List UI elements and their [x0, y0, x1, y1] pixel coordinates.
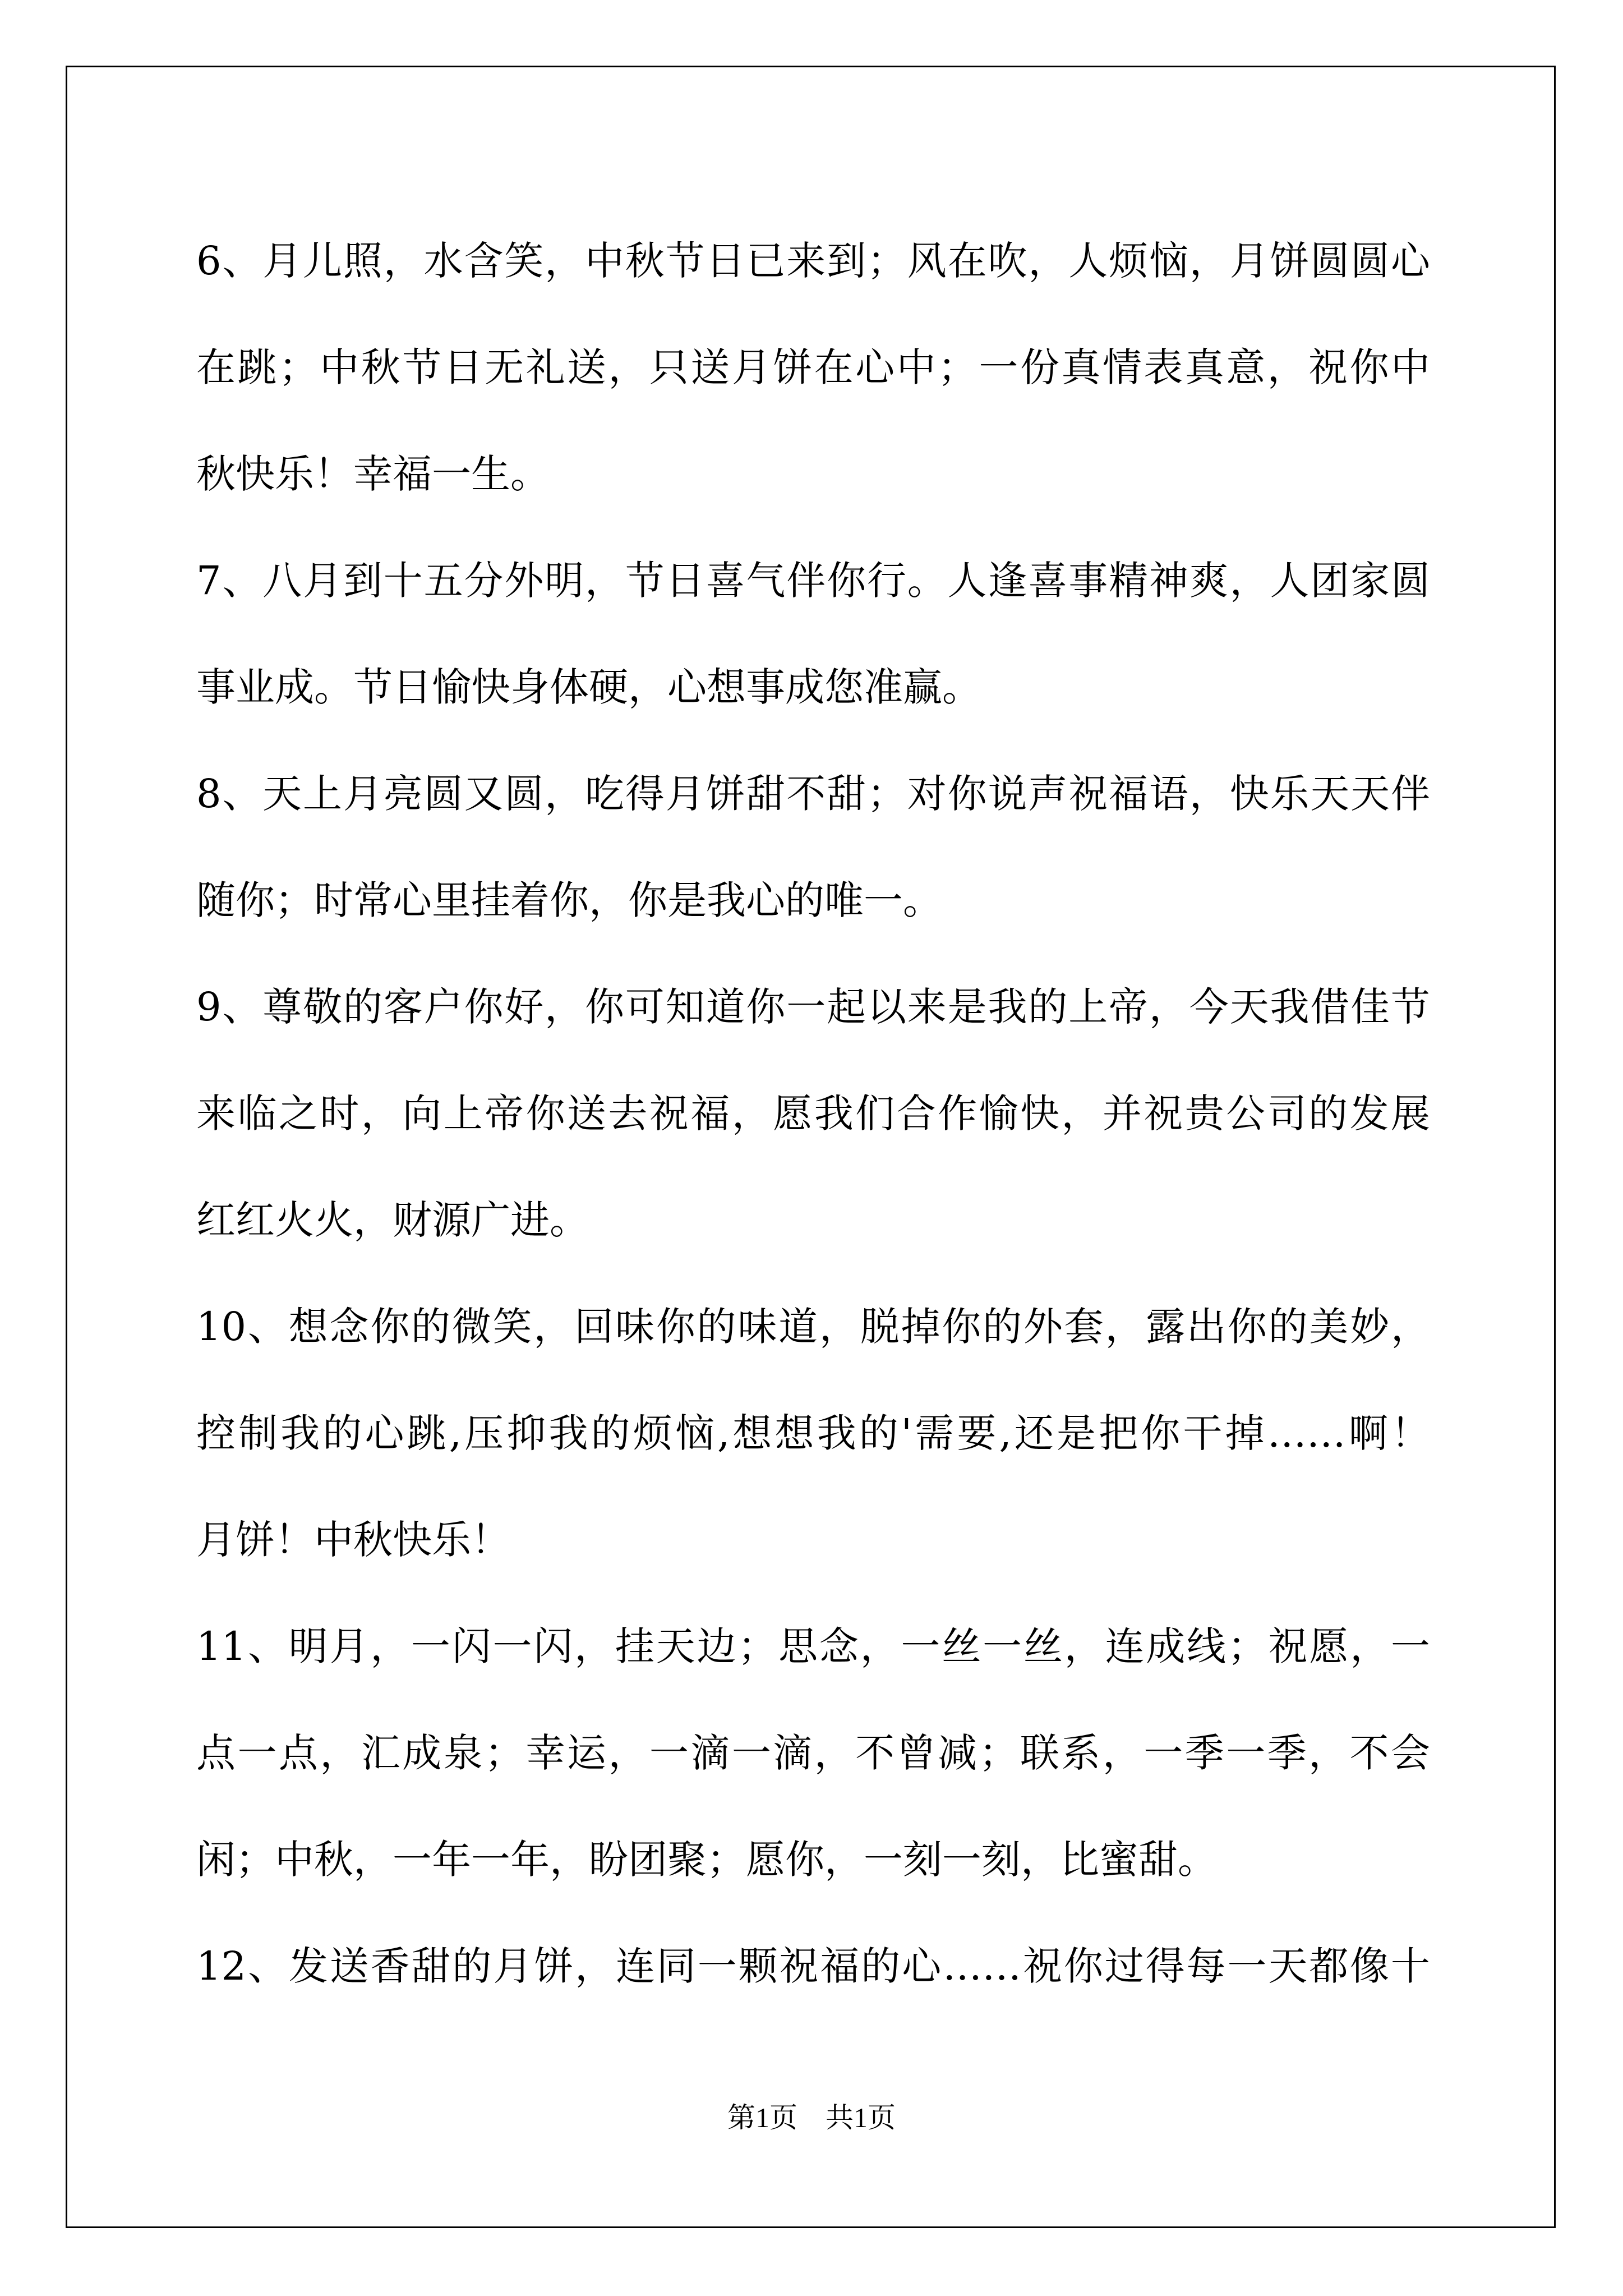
text-line: 控制我的心跳,压抑我的烦恼,想想我的'需要,还是把你干掉……啊！: [196, 1410, 1430, 1456]
text-line: 秋快乐！幸福一生。: [196, 451, 550, 497]
text-line: 10、想念你的微笑，回味你的味道，脱掉你的外套，露出你的美妙，: [196, 1304, 1430, 1350]
text-line: 月饼！中秋快乐！: [196, 1517, 510, 1563]
text-line: 12、发送香甜的月饼，连同一颗祝福的心……祝你过得每一天都像十: [196, 1943, 1430, 1989]
text-line: 随你；时常心里挂着你，你是我心的唯一。: [196, 877, 942, 923]
text-line: 8、天上月亮圆又圆，吃得月饼甜不甜；对你说声祝福语，快乐天天伴: [196, 771, 1430, 817]
text-line: 9、尊敬的客户你好，你可知道你一起以来是我的上帝，今天我借佳节: [196, 984, 1430, 1030]
text-line: 红红火火，财源广进。: [196, 1197, 589, 1243]
page-number-footer: 第1页 共1页: [727, 2102, 896, 2133]
text-line: 11、明月，一闪一闪，挂天边；思念，一丝一丝，连成线；祝愿，一: [196, 1623, 1430, 1669]
text-line: 事业成。节日愉快身体硬，心想事成您准赢。: [196, 664, 981, 710]
text-line: 闲；中秋，一年一年，盼团聚；愿你，一刻一刻，比蜜甜。: [196, 1837, 1217, 1883]
text-line: 来临之时，向上帝你送去祝福，愿我们合作愉快，并祝贵公司的发展: [196, 1091, 1430, 1137]
document-body: [196, 208, 1430, 2019]
text-line: 6、月儿照，水含笑，中秋节日已来到；风在吹，人烦恼，月饼圆圆心: [196, 238, 1430, 284]
text-line: 点一点，汇成泉；幸运，一滴一滴，不曾减；联系，一季一季，不会: [196, 1730, 1430, 1776]
text-line: 7、八月到十五分外明，节日喜气伴你行。人逢喜事精神爽，人团家圆: [196, 558, 1430, 604]
text-line: 在跳；中秋节日无礼送，只送月饼在心中；一份真情表真意，祝你中: [196, 344, 1430, 390]
